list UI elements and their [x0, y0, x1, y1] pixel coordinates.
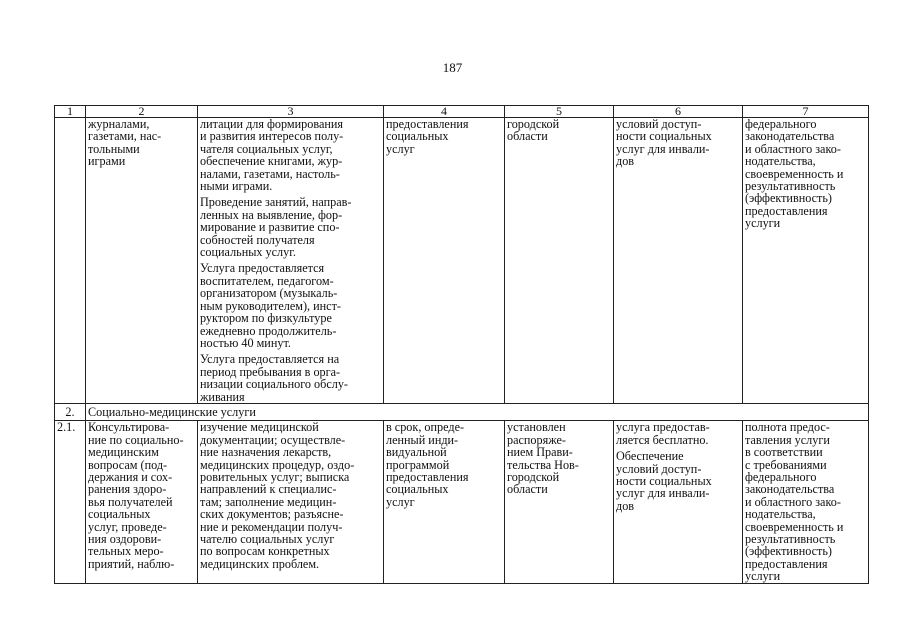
- content-paragraph: Проведение занятий, направ- ленных на выявление, фор- мирование и развитие спо- собностей получателя социальных услуг.: [200, 195, 352, 260]
- section-title: Социально-медицинские услуги: [86, 403, 869, 420]
- service-content: [198, 421, 384, 583]
- col-header-4: 4: [384, 106, 505, 118]
- col-header-6: 6: [614, 106, 743, 118]
- content-paragraph: изучение медицинской документации; осуществле- ние назначения лекарств, медицинских процедур, оздо- ровительных услуг; выписка направлений к специалис- там; заполнение медицин- ских документов; разъясне- ние и рекомендации получ- чателю социальных услуг по вопросам конкретных медицинских проблем.: [200, 420, 355, 571]
- content-paragraph: литации для формирования и развития интересов полу- чателя социальных услуг, обеспечение книгами, жур- налами, газетами, настоль- ными играми.: [200, 117, 344, 194]
- section-row: [55, 403, 869, 420]
- service-name: Консультирова- ние по социально- медицинским вопросам (под- держания и сох- ранения здоро- вья получателей социальных услуг, проведе- ния оздорови- тельных меро- приятий, наблю-: [86, 421, 198, 583]
- service-tariff: установлен распоряже- нием Прави- тельства Нов- городской области: [505, 421, 614, 583]
- row-number: [55, 118, 86, 404]
- col-header-3: 3: [198, 106, 384, 118]
- col-header-1: 1: [55, 106, 86, 118]
- service-content: [198, 118, 384, 404]
- section-number: 2.: [55, 403, 86, 420]
- service-conditions: [614, 118, 743, 404]
- service-quality: полнота предос- тавления услуги в соответствии с требованиями федерального законодательства и областного зако- нодательства, своевременность и результативность (эффективность) предоставления услуги: [743, 421, 869, 583]
- column-number-row: [55, 106, 869, 118]
- service-term: в срок, опреде- ленный инди- видуальной программой предоставления социальных услуг: [384, 421, 505, 583]
- service-conditions: [614, 421, 743, 583]
- service-quality: федерального законодательства и областного зако- нодательства, своевременность и результативность (эффективность) предоставления услуги: [743, 118, 869, 404]
- conditions-paragraph: Обеспечение условий доступ- ности социальных услуг для инвали- дов: [616, 449, 712, 513]
- col-header-7: 7: [743, 106, 869, 118]
- page-number: 187: [442, 60, 463, 75]
- service-tariff: городской области: [505, 118, 614, 404]
- content-paragraph: Услуга предоставляется воспитателем, педагогом- организатором (музыкаль- ным руководителем), инст- руктором по физкультуре ежедневно продолжитель- ностью 40 минут.: [200, 261, 341, 350]
- table-row-continued: [55, 118, 869, 404]
- conditions-paragraph: услуга предостав- ляется бесплатно.: [616, 420, 710, 447]
- conditions-paragraph: условий доступ- ности социальных услуг для инвали- дов: [616, 117, 712, 169]
- col-header-2: 2: [86, 106, 198, 118]
- service-name: журналами, газетами, нас- тольными играми: [86, 118, 198, 404]
- table-row: [55, 421, 869, 583]
- row-number: 2.1.: [55, 421, 86, 583]
- services-table: [54, 105, 869, 584]
- col-header-5: 5: [505, 106, 614, 118]
- service-term: предоставления социальных услуг: [384, 118, 505, 404]
- content-paragraph: Услуга предоставляется на период пребывания в орга- низации социального обслу- живания: [200, 352, 348, 404]
